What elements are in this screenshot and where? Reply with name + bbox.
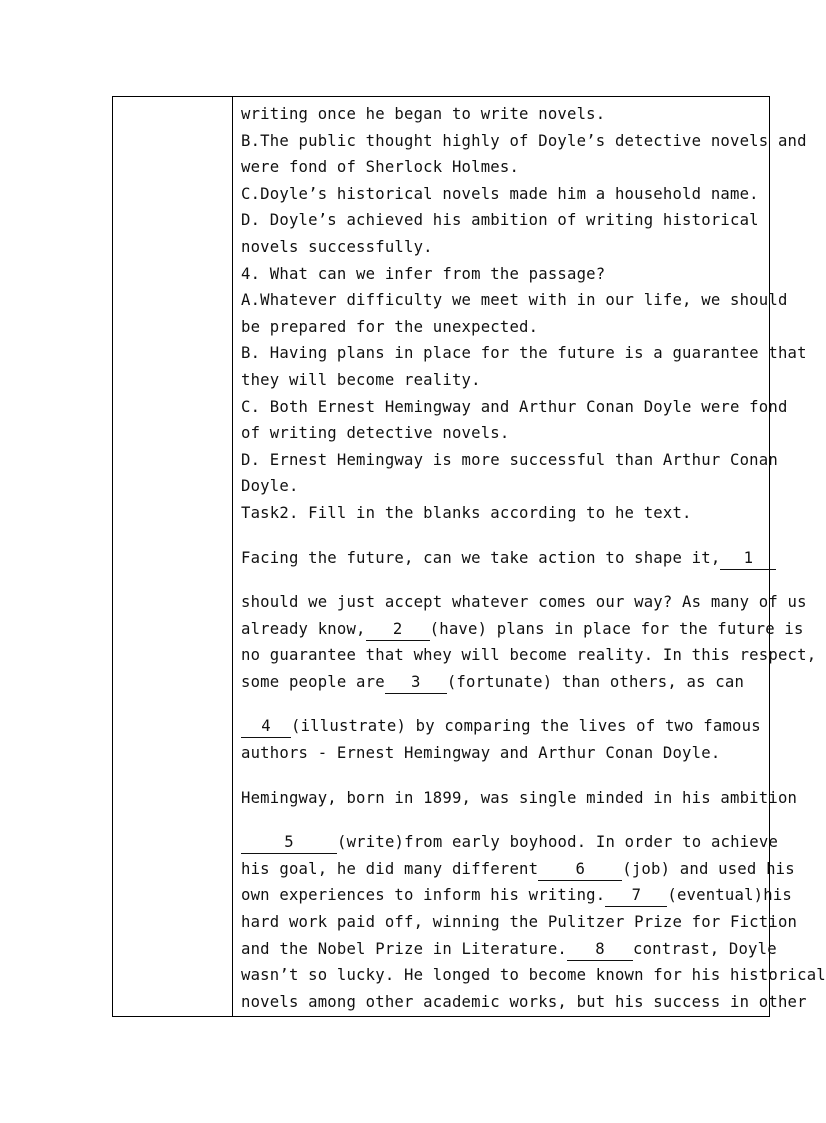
passage-text: (job) and used his [622, 859, 795, 878]
question-3-option-c: C.Doyle’s historical novels made him a household name. [241, 184, 759, 203]
question-4-option-b-line-2: they will become reality. [241, 370, 481, 389]
passage-line-15: novels among other academic works, but his success in other [241, 992, 807, 1011]
passage-line-2: should we just accept whatever comes our way? As many of us [241, 593, 807, 612]
passage-text: (write)from early boyhood. In order to achieve [337, 833, 779, 852]
passage-text: Facing the future, can we take action to shape it, [241, 548, 721, 567]
question-4-option-c-line-1: C. Both Ernest Hemingway and Arthur Conan Doyle were fond [241, 397, 788, 416]
question-4-option-d-line-2: Doyle. [241, 477, 299, 496]
passage-line-3 [241, 616, 804, 643]
question-3-option-b-line-1: B.The public thought highly of Doyle’s detective novels and [241, 131, 807, 150]
question-3-continuation: writing once he began to write novels. [241, 105, 606, 123]
passage-line-9 [241, 829, 779, 856]
passage-text: contrast, Doyle [633, 939, 777, 958]
question-4-option-c-line-2: of writing detective novels. [241, 424, 510, 443]
passage-line-4: no guarantee that whey will become reality. In this respect, [241, 646, 817, 665]
passage-line-12: hard work paid off, winning the Pulitzer Prize for Fiction [241, 913, 798, 932]
passage-text: already know, [241, 619, 366, 638]
passage-line-8: Hemingway, born in 1899, was single minded in his ambition [241, 788, 798, 807]
passage-line-13 [241, 936, 777, 963]
question-4-stem: 4. What can we infer from the passage? [241, 264, 606, 283]
question-3-option-d-line-1: D. Doyle’s achieved his ambition of writing historical [241, 211, 759, 230]
blank-2[interactable]: 2 [366, 620, 430, 641]
question-4-option-a-line-2: be prepared for the unexpected. [241, 317, 539, 336]
content-cell [241, 101, 826, 1015]
passage-text: own experiences to inform his writing. [241, 886, 606, 905]
passage-text: (fortunate) than others, as can [446, 672, 745, 691]
passage-text: his goal, he did many different [241, 859, 539, 878]
blank-6[interactable]: 6 [538, 860, 622, 881]
passage-line-1 [241, 545, 769, 572]
passage-line-6 [241, 713, 769, 740]
question-3-option-b-line-2: were fond of Sherlock Holmes. [241, 158, 520, 177]
passage-text: (illustrate) by comparing the lives of two famous [291, 717, 761, 736]
blank-1[interactable]: 1 [720, 549, 776, 570]
label-cell [113, 97, 233, 1016]
passage-text: some people are [241, 672, 385, 691]
blank-5[interactable]: 5 [241, 833, 337, 854]
blank-8[interactable]: 8 [567, 940, 633, 961]
question-3-option-d-line-2: novels successfully. [241, 237, 433, 256]
passage-text: and the Nobel Prize in Literature. [241, 939, 567, 958]
passage-line-5 [241, 669, 769, 696]
blank-4[interactable]: 4 [241, 717, 291, 738]
question-4-option-a-line-1: A.Whatever difficulty we meet with in our life, we should [241, 291, 788, 310]
blank-3[interactable]: 3 [385, 673, 447, 694]
question-4-option-d-line-1: D. Ernest Hemingway is more successful than Arthur Conan [241, 450, 778, 469]
passage-text: (have) plans in place for the future is [429, 619, 804, 638]
passage-text: (eventual)his [667, 886, 793, 905]
passage-line-7: authors - Ernest Hemingway and Arthur Conan Doyle. [241, 744, 721, 763]
task-2-heading: Task2. Fill in the blanks according to he text. [241, 503, 692, 522]
question-4-option-b-line-1: B. Having plans in place for the future is a guarantee that [241, 344, 807, 363]
worksheet-table [112, 96, 826, 1017]
blank-7[interactable]: 7 [605, 886, 667, 907]
passage-line-14: wasn’t so lucky. He longed to become known for his historical [241, 966, 826, 985]
passage-line-10 [241, 856, 795, 883]
passage-line-11 [241, 882, 793, 909]
